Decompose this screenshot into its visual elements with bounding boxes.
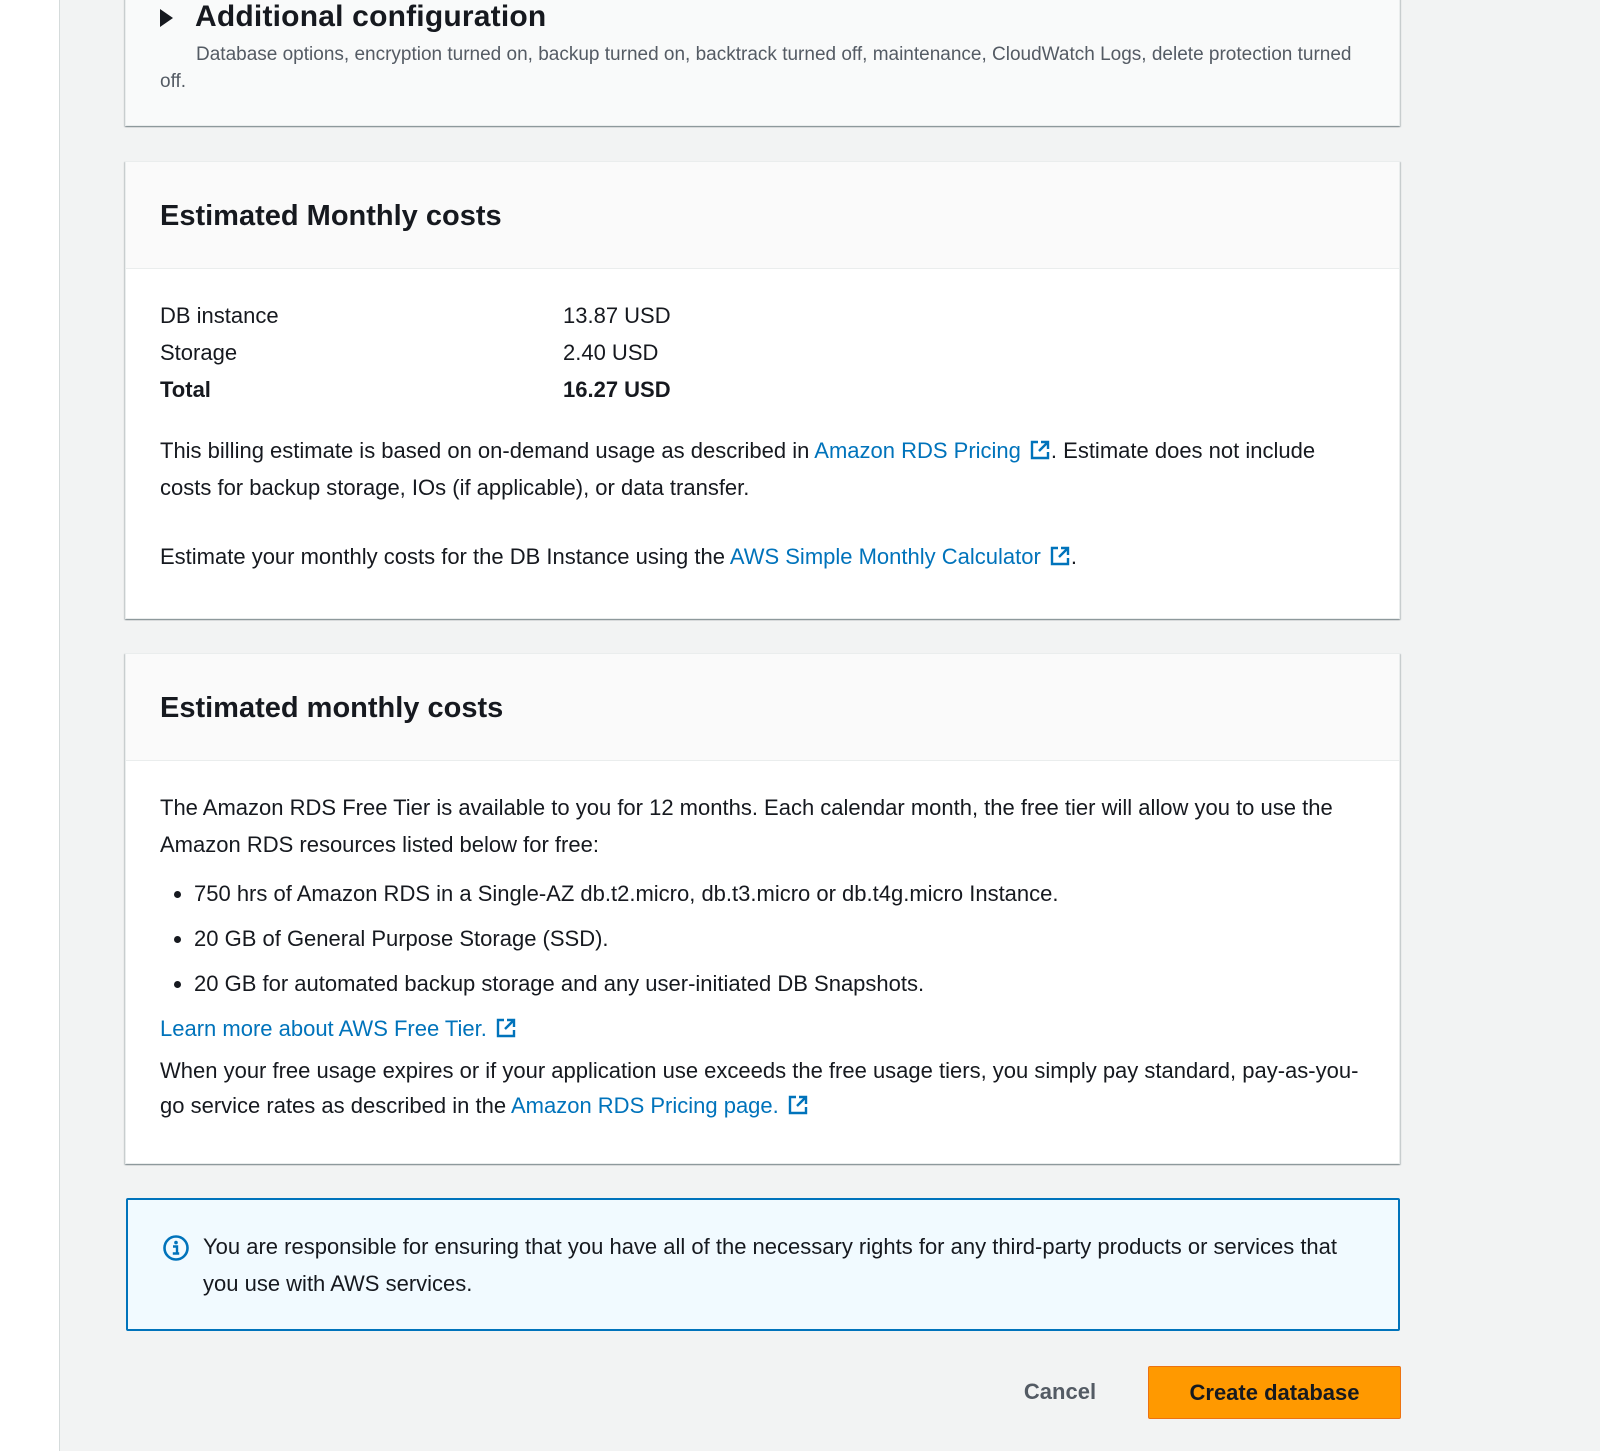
aws-simple-monthly-calculator-link[interactable]	[730, 544, 1071, 569]
link-label[interactable]: Learn more about AWS Free Tier.	[160, 1016, 487, 1041]
free-usage-expiry-text	[160, 1053, 1365, 1123]
expiry-text: When your free usage expires or if your application use exceeds the free usage tiers, you simply pay standard, pay-as-you-go service rates as described in the	[160, 1058, 1359, 1118]
left-navigation-rail	[0, 0, 60, 1451]
billing-estimate-text	[160, 432, 1365, 506]
list-item-text: 20 GB of General Purpose Storage (SSD).	[194, 926, 609, 951]
create-database-button[interactable]: Create database	[1148, 1366, 1401, 1419]
cost-label: Storage	[160, 340, 238, 365]
calc-text-after: .	[1070, 544, 1077, 569]
info-icon	[162, 1234, 190, 1262]
external-link-icon[interactable]	[1029, 439, 1051, 461]
free-tier-intro: The Amazon RDS Free Tier is available to you for 12 months. Each calendar month, the free tier will allow you to use the Amazon RDS resources listed below for free:	[160, 795, 1333, 857]
amazon-rds-pricing-link[interactable]	[814, 438, 1051, 463]
estimated-costs-panel	[125, 161, 1400, 619]
cost-table	[160, 297, 1365, 408]
amazon-rds-pricing-page-link[interactable]	[511, 1093, 809, 1118]
link-label[interactable]: Amazon RDS Pricing page.	[510, 1093, 779, 1118]
learn-more-row	[160, 1006, 1365, 1051]
cost-label: Total	[160, 377, 211, 402]
cost-value: 2.40 USD	[563, 340, 659, 365]
calculator-text	[160, 538, 1365, 575]
cost-value: 13.87 USD	[563, 303, 671, 328]
list-item	[160, 871, 1365, 916]
cost-row-db-instance	[160, 297, 1365, 334]
panel-body	[126, 761, 1399, 1123]
info-alert-text: You are responsible for ensuring that you have all of the necessary rights for any third-party products or services that you use with AWS services.	[203, 1234, 1338, 1296]
panel-body	[126, 269, 1399, 575]
external-link-icon[interactable]	[1049, 545, 1071, 567]
cost-row-total	[160, 371, 1365, 408]
additional-configuration-toggle[interactable]	[160, 0, 546, 34]
caret-right-icon[interactable]	[160, 9, 173, 27]
free-tier-list	[160, 871, 1365, 1006]
panel-title: Estimated Monthly costs	[160, 199, 502, 232]
cost-row-storage	[160, 334, 1365, 371]
link-label[interactable]: Amazon RDS Pricing	[814, 438, 1021, 463]
panel-title: Estimated monthly costs	[160, 691, 504, 724]
bullet	[174, 891, 181, 898]
external-link-icon[interactable]	[495, 1017, 517, 1039]
panel-header	[126, 162, 1399, 269]
cancel-button[interactable]: Cancel	[1010, 1366, 1110, 1418]
panel-header	[126, 654, 1399, 761]
calc-text-before: Estimate your monthly costs for the DB Instance using the	[160, 544, 730, 569]
additional-configuration-panel	[125, 0, 1400, 126]
cost-value: 16.27 USD	[563, 377, 671, 402]
billing-text-after: . Estimate does not include costs for backup storage, IOs (if applicable), or data transfer.	[160, 438, 1316, 500]
bullet	[174, 936, 181, 943]
list-item	[160, 961, 1365, 1006]
link-label[interactable]: AWS Simple Monthly Calculator	[729, 544, 1041, 569]
list-item-text: 20 GB for automated backup storage and any user-initiated DB Snapshots.	[194, 971, 925, 996]
bullet	[174, 981, 181, 988]
additional-configuration-title[interactable]: Additional configuration	[195, 0, 547, 33]
list-item	[160, 916, 1365, 961]
cost-label: DB instance	[160, 303, 279, 328]
external-link-icon[interactable]	[787, 1094, 809, 1116]
free-tier-costs-panel	[125, 653, 1400, 1164]
list-item-text: 750 hrs of Amazon RDS in a Single-AZ db.t2.micro, db.t3.micro or db.t4g.micro Instance.	[194, 881, 1059, 906]
billing-text-before: This billing estimate is based on on-demand usage as described in	[160, 438, 815, 463]
info-alert	[126, 1198, 1400, 1331]
learn-more-free-tier-link[interactable]	[160, 1016, 517, 1041]
additional-configuration-description: Database options, encryption turned on, backup turned on, backtrack turned off, maintenance, CloudWatch Logs, delete protection turned off.	[160, 44, 1352, 92]
